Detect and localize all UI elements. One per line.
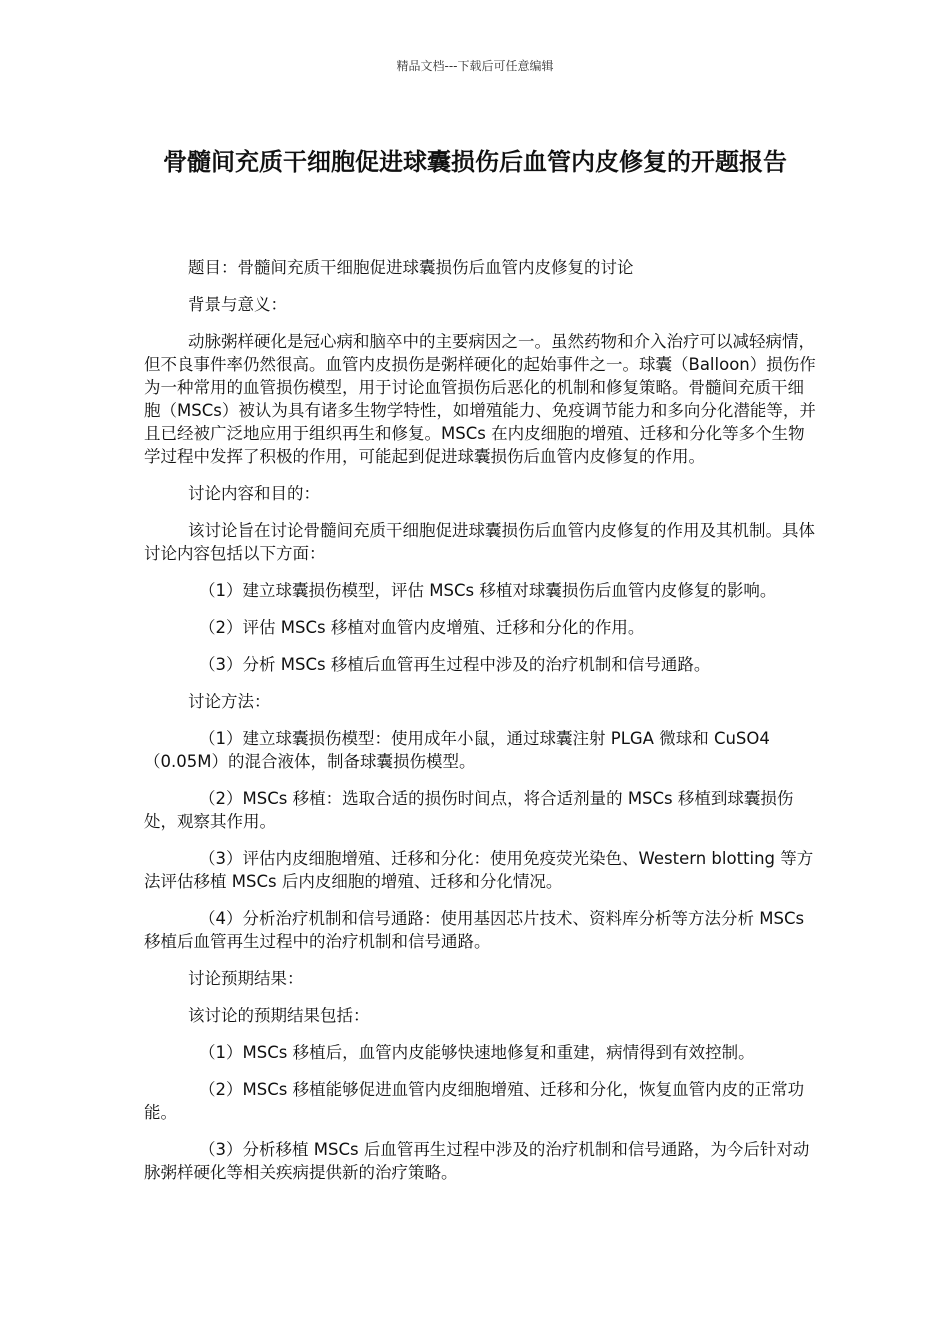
list-item: （1）建立球囊损伤模型：使用成年小鼠，通过球囊注射 PLGA 微球和 CuSO4（0.05M）的混合液体，制备球囊损伤模型。 (144, 729, 770, 771)
document-body (144, 256, 818, 1198)
paragraph: 讨论方法： (188, 692, 271, 711)
paragraph: 该讨论旨在讨论骨髓间充质干细胞促进球囊损伤后血管内皮修复的作用及其机制。具体讨论内容包括以下方面： (144, 521, 815, 563)
paragraph: 该讨论的预期结果包括： (188, 1006, 370, 1025)
list-item: （2）MSCs 移植能够促进血管内皮细胞增殖、迁移和分化，恢复血管内皮的正常功能。 (144, 1080, 805, 1122)
page-header: 精品文档---下载后可任意编辑 (396, 59, 554, 73)
list-item: （2）MSCs 移植：选取合适的损伤时间点，将合适剂量的 MSCs 移植到球囊损伤处，观察其作用。 (144, 789, 794, 831)
list-item: （2）评估 MSCs 移植对血管内皮增殖、迁移和分化的作用。 (199, 618, 645, 637)
document-title: 骨髓间充质干细胞促进球囊损伤后血管内皮修复的开题报告 (163, 148, 787, 176)
paragraph: 讨论内容和目的： (188, 484, 320, 503)
paragraph: 背景与意义： (188, 295, 287, 314)
paragraph: 讨论预期结果： (188, 969, 304, 988)
paragraph: 动脉粥样硬化是冠心病和脑卒中的主要病因之一。虽然药物和介入治疗可以减轻病情，但不良事件率仍然很高。血管内皮损伤是粥样硬化的起始事件之一。球囊（Balloon）损伤作为一种常用的血管损伤模型，用于讨论血管损伤后恶化的机制和修复策略。骨髓间充质干细胞（MSCs）被认为具有诸多生物学特性，如增殖能力、免疫调节能力和多向分化潜能等，并且已经被广泛地应用于组织再生和修复。MSCs 在内皮细胞的增殖、迁移和分化等多个生物学过程中发挥了积极的作用，可能起到促进球囊损伤后血管内皮修复的作用。 (144, 332, 816, 466)
paragraph: 题目：骨髓间充质干细胞促进球囊损伤后血管内皮修复的讨论 (188, 258, 634, 277)
list-item: （4）分析治疗机制和信号通路：使用基因芯片技术、资料库分析等方法分析 MSCs 移植后血管再生过程中的治疗机制和信号通路。 (144, 909, 805, 951)
list-item: （3）评估内皮细胞增殖、迁移和分化：使用免疫荧光染色、Western blotting 等方法评估移植 MSCs 后内皮细胞的增殖、迁移和分化情况。 (144, 849, 814, 891)
list-item: （3）分析移植 MSCs 后血管再生过程中涉及的治疗机制和信号通路，为今后针对动脉粥样硬化等相关疾病提供新的治疗策略。 (144, 1140, 810, 1182)
list-item: （1）建立球囊损伤模型，评估 MSCs 移植对球囊损伤后血管内皮修复的影响。 (199, 581, 777, 600)
list-item: （3）分析 MSCs 移植后血管再生过程中涉及的治疗机制和信号通路。 (199, 655, 711, 674)
list-item: （1）MSCs 移植后，血管内皮能够快速地修复和重建，病情得到有效控制。 (199, 1043, 755, 1062)
